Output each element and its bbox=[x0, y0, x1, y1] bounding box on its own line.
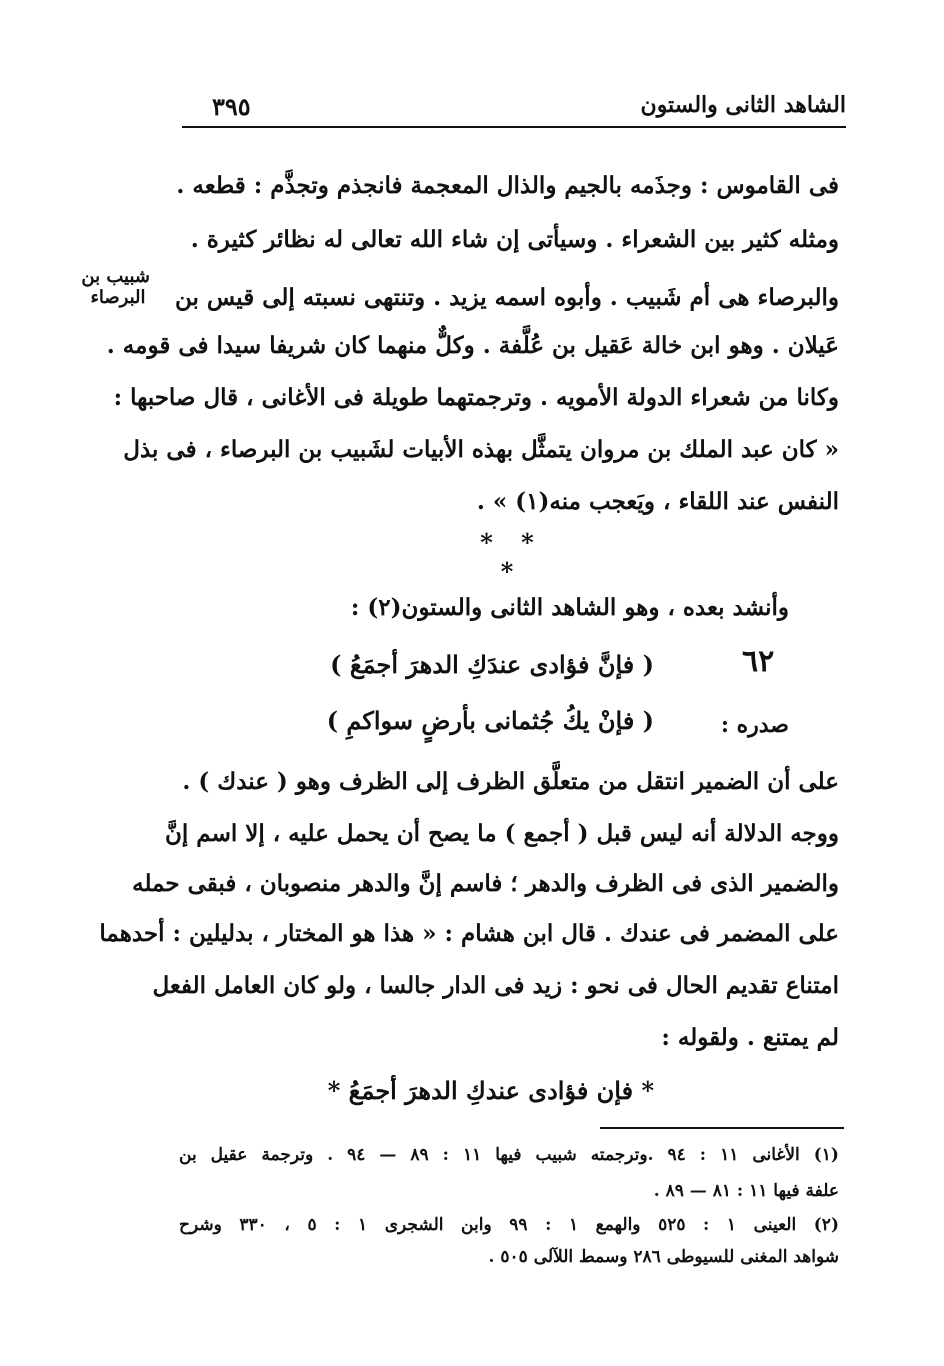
margin-note-line: البرصاء bbox=[90, 287, 146, 308]
verse-first-label: صدره : bbox=[720, 712, 789, 738]
verse-first-half: ( فإنْ يكُ جُثمانى بأرضٍ سواكمِ ) bbox=[326, 706, 654, 735]
body-line: عَيلان . وهو ابن خالة عَقيل بن عُلَّفة . وكلٌّ منهما كان شريفا سيدا فى قومه . bbox=[106, 332, 839, 359]
verse-main: ( فإنَّ فؤادى عندَكِ الدهرَ أجمَعُ ) bbox=[330, 650, 654, 679]
footnote-line: (١) الأغانى ١١ : ٩٤ .وترجمته شبيب فيها ١١ : ٨٩ — ٩٤ . وترجمة عقيل بن bbox=[179, 1145, 839, 1165]
verse-number: ٦٢ bbox=[742, 644, 775, 679]
body-line: والبرصاء هى أم شَبيب . وأبوه اسمه يزيد . وتنتهى نسبته إلى قيس بن bbox=[175, 284, 839, 311]
page-header bbox=[182, 92, 846, 126]
footnote-line: (٢) العينى ١ : ٥٢٥ والهمع ١ : ٩٩ وابن الشجرى ١ : ٥ ، ٣٣٠ وشرح bbox=[179, 1215, 839, 1235]
body-line: « كان عبد الملك بن مروان يتمثَّل بهذه الأبيات لشَبيب بن البرصاء ، فى بذل bbox=[123, 436, 839, 463]
body-line: على أن الضمير انتقل من متعلَّق الظرف إلى الظرف وهو ( عندك ) . bbox=[182, 768, 839, 795]
footnote-line: شواهد المغنى للسيوطى ٢٨٦ وسمط اللآلى ٥٠٥ . bbox=[488, 1247, 839, 1267]
verse-repeat: * فإن فؤادى عندكِ الدهرَ أجمَعُ * bbox=[327, 1076, 654, 1105]
body-line: فى القاموس : وجذَمه بالجيم والذال المعجمة فانجذم وتجذَّم : قطعه . bbox=[176, 172, 839, 199]
margin-note bbox=[81, 266, 150, 308]
intro-line: وأنشد بعده ، وهو الشاهد الثانى والستون(٢) : bbox=[350, 594, 789, 621]
footnote-line: علفة فيها ١١ : ٨١ — ٨٩ . bbox=[653, 1181, 839, 1201]
body-line: والضمير الذى فى الظرف والدهر ؛ فاسم إنَّ والدهر منصوبان ، فبقى حمله bbox=[132, 870, 839, 897]
footnote-rule bbox=[600, 1127, 844, 1129]
running-title: الشاهد الثانى والستون bbox=[640, 92, 846, 118]
body-line: ومثله كثير بين الشعراء . وسيأتى إن شاء الله تعالى له نظائر كثيرة . bbox=[190, 226, 839, 253]
body-line: امتناع تقديم الحال فى نحو : زيد فى الدار جالسا ، ولو كان العامل الفعل bbox=[152, 972, 839, 999]
header-rule bbox=[182, 126, 846, 128]
body-line: لم يمتنع . ولقوله : bbox=[661, 1024, 839, 1051]
body-line: على المضمر فى عندك . قال ابن هشام : « هذا هو المختار ، بدليلين : أحدهما bbox=[99, 920, 839, 947]
section-separator: * * * bbox=[480, 528, 544, 586]
body-line: ووجه الدلالة أنه ليس قبل ( أجمع ) ما يصح أن يحمل عليه ، إلا اسم إنَّ bbox=[164, 820, 839, 847]
margin-note-line: شبيب بن bbox=[81, 266, 150, 287]
page-number: ٣٩٥ bbox=[212, 92, 251, 121]
body-line: وكانا من شعراء الدولة الأمويه . وترجمتهما طويلة فى الأغانى ، قال صاحبها : bbox=[113, 384, 839, 411]
body-line: النفس عند اللقاء ، ويَعجب منه(١) » . bbox=[476, 488, 839, 515]
